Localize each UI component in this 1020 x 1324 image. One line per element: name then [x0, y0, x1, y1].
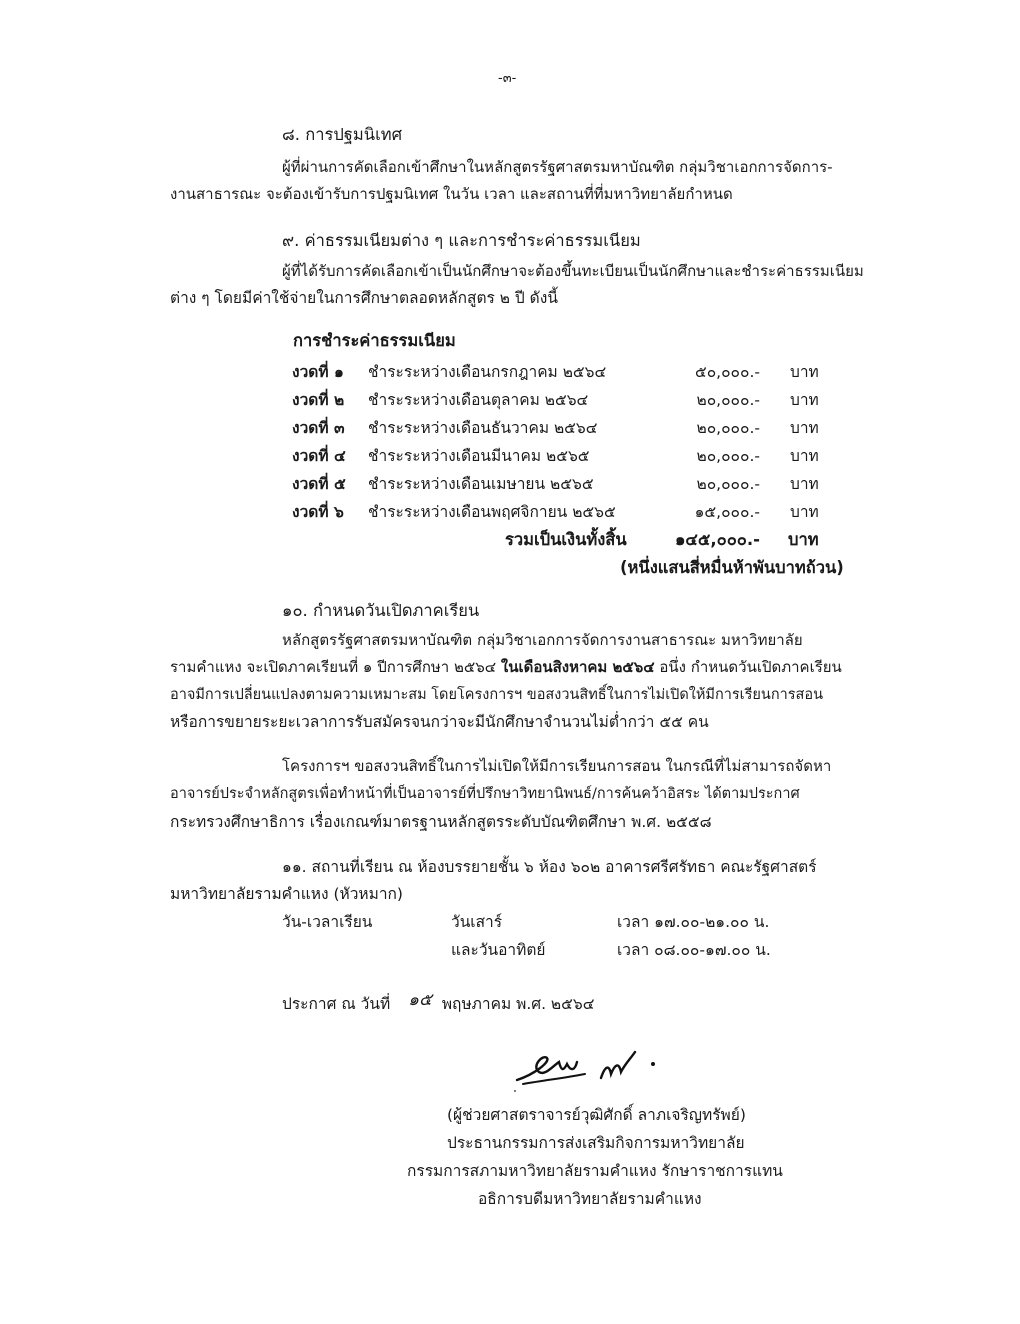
section9-heading: ๙. ค่าธรรมเนียมต่าง ๆ และการชำระค่าธรรมเนียม [282, 231, 641, 250]
section9-line1: ผู้ที่ได้รับการคัดเลือกเข้าเป็นนักศึกษาจะต้องขึ้นทะเบียนเป็นนักศึกษาและชำระค่าธรรมเนียม [282, 262, 864, 280]
section10-para1-line1: หลักสูตรรัฐศาสตรมหาบัณฑิต กลุ่มวิชาเอกการจัดการงานสาธารณะ มหาวิทยาลัย [282, 631, 803, 649]
section10-open-date: ในเดือนสิงหาคม ๒๕๖๔ [500, 658, 655, 676]
section11-line1: ๑๑. สถานที่เรียน ณ ห้องบรรยายชั้น ๖ ห้อง ๖๐๒ อาคารศรีศรัทธา คณะรัฐศาสตร์ [282, 858, 817, 876]
fee-description: ชำระระหว่างเดือนเมษายน ๒๕๖๕ [368, 475, 594, 493]
schedule-time-sunday: เวลา ๐๘.๐๐-๑๗.๐๐ น. [617, 941, 771, 959]
announce-day-handwritten: ๑๕ [408, 990, 432, 1010]
fee-installment-label: งวดที่ ๒ [292, 391, 345, 409]
signatory-name: (ผู้ช่วยศาสตราจารย์วุฒิศักดิ์ ลาภเจริญทรัพย์) [447, 1106, 746, 1124]
fee-unit: บาท [790, 475, 819, 493]
fee-installment-label: งวดที่ ๔ [292, 447, 346, 465]
page-number: -๓- [498, 71, 517, 86]
section10-para2-line3: กระทรวงศึกษาธิการ เรื่องเกณฑ์มาตรฐานหลักสูตรระดับบัณฑิตศึกษา พ.ศ. ๒๕๕๘ [170, 813, 712, 831]
section10-para1-line4: หรือการขยายระยะเวลาการรับสมัครจนกว่าจะมีนักศึกษาจำนวนไม่ต่ำกว่า ๕๕ คน [170, 713, 709, 731]
section10-para2-line2: อาจารย์ประจำหลักสูตรเพื่อทำหน้าที่เป็นอาจารย์ที่ปรึกษาวิทยานิพนธ์/การค้นคว้าอิสระ ได้ตามประกาศ [170, 786, 800, 802]
schedule-label: วัน-เวลาเรียน [282, 913, 373, 931]
section9-line2: ต่าง ๆ โดยมีค่าใช้จ่ายในการศึกษาตลอดหลักสูตร ๒ ปี ดังนี้ [170, 289, 558, 307]
fee-description: ชำระระหว่างเดือนตุลาคม ๒๕๖๔ [368, 391, 589, 409]
fee-description: ชำระระหว่างเดือนกรกฎาคม ๒๕๖๔ [368, 363, 607, 381]
section11-line2: มหาวิทยาลัยรามคำแหง (หัวหมาก) [170, 885, 403, 903]
signatory-position-3: อธิการบดีมหาวิทยาลัยรามคำแหง [478, 1190, 702, 1208]
announce-month-year: พฤษภาคม พ.ศ. ๒๕๖๔ [441, 995, 595, 1013]
fee-unit: บาท [790, 363, 819, 381]
section10-para1-line3: อาจมีการเปลี่ยนแปลงตามความเหมาะสม โดยโครงการฯ ขอสงวนสิทธิ์ในการไม่เปิดให้มีการเรียนการสอน [170, 687, 824, 703]
schedule-day-saturday: วันเสาร์ [451, 913, 503, 931]
fee-amount: ๒๐,๐๐๐.- [696, 419, 760, 437]
section10-para1-line2 [170, 660, 842, 675]
section10-text: อนึ่ง กำหนดวันเปิดภาคเรียน [654, 658, 842, 676]
section10-para2-line1: โครงการฯ ขอสงวนสิทธิ์ในการไม่เปิดให้มีการเรียนการสอน ในกรณีที่ไม่สามารถจัดหา [282, 757, 832, 775]
fee-total-unit: บาท [788, 530, 819, 549]
section10-heading: ๑๐. กำหนดวันเปิดภาคเรียน [282, 601, 480, 620]
fee-amount: ๕๐,๐๐๐.- [694, 363, 760, 381]
fee-installment-label: งวดที่ ๓ [292, 419, 345, 437]
fee-amount: ๑๕,๐๐๐.- [694, 503, 760, 521]
fee-table-title: การชำระค่าธรรมเนียม [293, 331, 456, 350]
handwritten-signature [505, 1044, 665, 1094]
section10-text: รามคำแหง จะเปิดภาคเรียนที่ ๑ ปีการศึกษา ๒๕๖๔ [170, 658, 501, 676]
section8-heading: ๘. การปฐมนิเทศ [282, 125, 403, 144]
section8-line2: งานสาธารณะ จะต้องเข้ารับการปฐมนิเทศ ในวัน เวลา และสถานที่ที่มหาวิทยาลัยกำหนด [170, 185, 733, 203]
fee-description: ชำระระหว่างเดือนมีนาคม ๒๕๖๕ [368, 447, 590, 465]
section8-line1: ผู้ที่ผ่านการคัดเลือกเข้าศึกษาในหลักสูตรรัฐศาสตรมหาบัณฑิต กลุ่มวิชาเอกการจัดการ- [282, 158, 833, 176]
fee-amount: ๒๐,๐๐๐.- [696, 391, 760, 409]
fee-installment-label: งวดที่ ๕ [292, 475, 346, 493]
fee-description: ชำระระหว่างเดือนพฤศจิกายน ๒๕๖๕ [368, 503, 616, 521]
fee-amount: ๒๐,๐๐๐.- [696, 475, 760, 493]
fee-unit: บาท [790, 447, 819, 465]
schedule-day-sunday: และวันอาทิตย์ [451, 941, 546, 959]
fee-installment-label: งวดที่ ๖ [292, 503, 344, 521]
announce-prefix: ประกาศ ณ วันที่ [282, 995, 391, 1013]
fee-installment-label: งวดที่ ๑ [292, 363, 344, 381]
signatory-position-2: กรรมการสภามหาวิทยาลัยรามคำแหง รักษาราชการแทน [407, 1162, 783, 1180]
signatory-position-1: ประธานกรรมการส่งเสริมกิจการมหาวิทยาลัย [447, 1134, 745, 1152]
schedule-time-saturday: เวลา ๑๗.๐๐-๒๑.๐๐ น. [617, 913, 770, 931]
announce-date [282, 990, 595, 1013]
fee-amount: ๒๐,๐๐๐.- [696, 447, 760, 465]
fee-unit: บาท [790, 503, 819, 521]
fee-total-label: รวมเป็นเงินทั้งสิ้น [505, 530, 627, 549]
fee-unit: บาท [790, 391, 819, 409]
fee-total-words: (หนึ่งแสนสี่หมื่นห้าพันบาทถ้วน) [620, 558, 844, 577]
fee-unit: บาท [790, 419, 819, 437]
fee-total-amount: ๑๔๕,๐๐๐.- [674, 530, 760, 549]
fee-description: ชำระระหว่างเดือนธันวาคม ๒๕๖๔ [368, 419, 598, 437]
